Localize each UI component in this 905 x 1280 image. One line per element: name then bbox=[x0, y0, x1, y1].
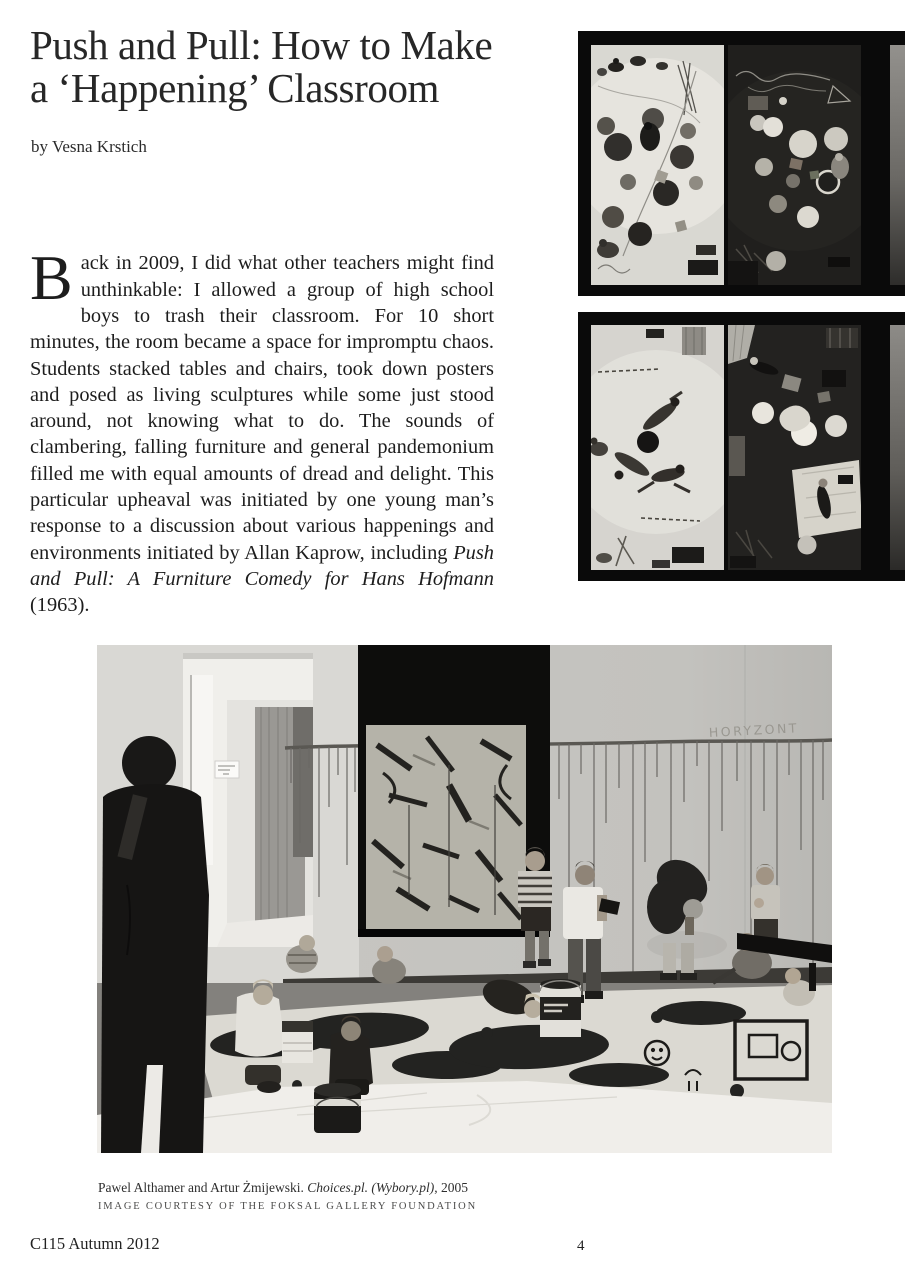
paint-bucket-white-1 bbox=[282, 1021, 313, 1063]
drop-cap: B bbox=[30, 242, 73, 314]
wall-graffiti-text: HORYZONT bbox=[708, 720, 800, 740]
adult-silhouette-left bbox=[101, 736, 209, 1153]
figure-middle-artwork bbox=[578, 312, 905, 581]
photo-people-lying bbox=[578, 325, 748, 570]
article-paragraph bbox=[30, 242, 494, 618]
main-photo-children-painting bbox=[97, 645, 832, 1153]
article-title bbox=[30, 24, 492, 110]
caption-work-title: Choices.pl. (Wybory.pl) bbox=[307, 1180, 435, 1195]
page-number: 4 bbox=[577, 1238, 585, 1254]
photo-overhead-light-floor bbox=[578, 45, 745, 285]
caption-credit: IMAGE COURTESY OF THE FOKSAL GALLERY FOUNDATION bbox=[98, 1201, 477, 1212]
caption-artists: Pawel Althamer and Artur Żmijewski. bbox=[98, 1180, 308, 1195]
title-line-1: Push and Pull: How to Make bbox=[30, 22, 493, 68]
caption-line bbox=[98, 1180, 477, 1196]
paint-bucket-dark bbox=[314, 1083, 361, 1133]
paint-bucket-white-2 bbox=[540, 979, 581, 1037]
photo-partial-strip bbox=[890, 325, 905, 570]
figure-middle-diptych bbox=[578, 312, 905, 581]
photo-partial-strip bbox=[890, 45, 905, 285]
byline: by Vesna Krstich bbox=[31, 137, 147, 156]
work-title-italic: Push and Pull: A Furniture Comedy for Hans Hofmann bbox=[30, 541, 494, 590]
photo-sheets-and-ball bbox=[728, 325, 862, 570]
figure-top-artwork bbox=[578, 31, 905, 296]
paragraph-text: ack in 2009, I did what other teachers might find unthinkable: I allowed a group of high school boys to trash their classroom. For 10 short minutes, the room became a space for impromptu chaos. Students stacked tables and chairs, took down posters and posed as living sculptures while some just stood around, not knowing what to do. The sounds of clambering, falling furniture and general pandemonium filled me with equal amounts of dread and delight. This particular upheaval was initiated by one young man’s response to a discussion about various happenings and environments initiated by Allan Kaprow, including bbox=[30, 252, 494, 564]
paragraph-end: (1963). bbox=[30, 594, 90, 617]
footer-issue: C115 Autumn 2012 bbox=[30, 1234, 160, 1253]
title-line-2: a ‘Happening’ Classroom bbox=[30, 65, 440, 111]
caption-year: , 2005 bbox=[434, 1180, 468, 1195]
image-caption bbox=[98, 1180, 477, 1215]
photo-overhead-dark-floor bbox=[708, 45, 888, 285]
figure-top-diptych bbox=[578, 31, 905, 296]
main-photo-artwork bbox=[97, 645, 832, 1153]
